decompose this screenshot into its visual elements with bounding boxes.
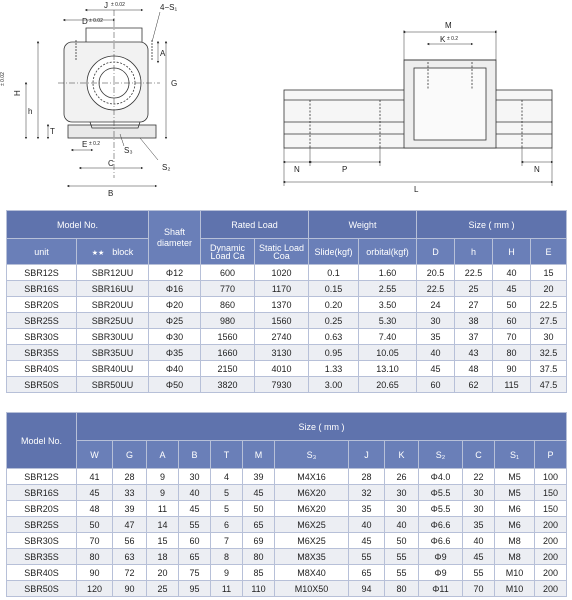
label-c: C — [108, 159, 114, 168]
table-cell: 3.00 — [309, 377, 359, 393]
table-cell: 48 — [455, 361, 493, 377]
table-cell: 45 — [77, 485, 113, 501]
table-cell: Φ5.5 — [419, 501, 463, 517]
table-cell: 45 — [417, 361, 455, 377]
table-cell: 90 — [113, 581, 147, 597]
table-cell: 0.15 — [309, 281, 359, 297]
table-cell: 37 — [455, 329, 493, 345]
table-cell: 5.30 — [359, 313, 417, 329]
table-cell: 14 — [147, 517, 179, 533]
table-cell: M6 — [495, 501, 535, 517]
spec-table-load-size — [6, 210, 567, 393]
table-cell: SBR40UU — [77, 361, 149, 377]
table-cell: 69 — [243, 533, 275, 549]
label-s3: S₃ — [124, 146, 133, 155]
table-cell: 60 — [417, 377, 455, 393]
table-cell: SBR35UU — [77, 345, 149, 361]
table-cell: M10X50 — [275, 581, 349, 597]
table-cell: Φ25 — [149, 313, 201, 329]
table-cell: Φ11 — [419, 581, 463, 597]
table-cell: 9 — [211, 565, 243, 581]
table-cell: 45 — [179, 501, 211, 517]
table-cell: SBR12S — [7, 469, 77, 485]
table-row — [7, 361, 567, 377]
table-row — [7, 549, 567, 565]
table-cell: 25 — [455, 281, 493, 297]
table-cell: M10 — [495, 565, 535, 581]
table-cell: 770 — [201, 281, 255, 297]
table-cell: 860 — [201, 297, 255, 313]
column-header: C — [463, 441, 495, 469]
column-header: S₂ — [419, 441, 463, 469]
table-cell: 7 — [211, 533, 243, 549]
table-cell: 6 — [211, 517, 243, 533]
technical-drawing — [0, 0, 572, 200]
column-header: W — [77, 441, 113, 469]
table-cell: 1560 — [255, 313, 309, 329]
spec-table-dimensions — [6, 412, 567, 597]
table-cell: 55 — [179, 517, 211, 533]
table-cell: Φ20 — [149, 297, 201, 313]
table-cell: 35 — [417, 329, 455, 345]
table-cell: 0.20 — [309, 297, 359, 313]
column-header: S₃ — [275, 441, 349, 469]
column-header: S₁ — [495, 441, 535, 469]
table-cell: SBR16UU — [77, 281, 149, 297]
side-view — [284, 30, 552, 186]
table-cell: 15 — [147, 533, 179, 549]
table-cell: 1.33 — [309, 361, 359, 377]
table-cell: SBR16S — [7, 281, 77, 297]
label-j-tol: ± 0.02 — [111, 2, 125, 8]
table-cell: 24 — [417, 297, 455, 313]
table-cell: 20.5 — [417, 265, 455, 281]
table-cell: 120 — [77, 581, 113, 597]
label-m: M — [445, 21, 452, 30]
table-row — [7, 485, 567, 501]
table-cell: Φ9 — [419, 549, 463, 565]
table-cell: Φ9 — [419, 565, 463, 581]
table-cell: 70 — [77, 533, 113, 549]
table2-column-headers — [7, 441, 567, 469]
table-cell: 45 — [349, 533, 385, 549]
table-cell: 200 — [535, 565, 567, 581]
table-cell: M5 — [495, 469, 535, 485]
table-cell: 80 — [243, 549, 275, 565]
table-cell: 1560 — [201, 329, 255, 345]
table-cell: Φ12 — [149, 265, 201, 281]
table-cell: M8 — [495, 533, 535, 549]
table-cell: 3820 — [201, 377, 255, 393]
table-cell: 27 — [455, 297, 493, 313]
table-cell: 0.95 — [309, 345, 359, 361]
label-h-upper-tol: ± 0.02 — [0, 72, 6, 86]
table-cell: 48 — [77, 501, 113, 517]
table-cell: 30 — [463, 485, 495, 501]
table-cell: 70 — [493, 329, 531, 345]
column-header: B — [179, 441, 211, 469]
table-cell: 11 — [211, 581, 243, 597]
table-cell: 65 — [349, 565, 385, 581]
table-cell: 30 — [531, 329, 567, 345]
table-cell: 4 — [211, 469, 243, 485]
table-cell: 33 — [113, 485, 147, 501]
table-cell: SBR12UU — [77, 265, 149, 281]
table-cell: 20.65 — [359, 377, 417, 393]
table-cell: 0.25 — [309, 313, 359, 329]
table-cell: 25 — [147, 581, 179, 597]
label-l: L — [414, 185, 419, 194]
table-cell: 40 — [417, 345, 455, 361]
table-cell: 5 — [211, 485, 243, 501]
table-cell: 9 — [147, 469, 179, 485]
table-cell: 22.5 — [455, 265, 493, 281]
table-cell: M8X35 — [275, 549, 349, 565]
table-cell: M6X25 — [275, 517, 349, 533]
label-b: B — [108, 189, 114, 198]
drawing-svg — [0, 0, 572, 200]
column-header: G — [113, 441, 147, 469]
table-cell: 2740 — [255, 329, 309, 345]
table-row — [7, 581, 567, 597]
label-d-tol: ± 0.02 — [89, 18, 103, 24]
table-cell: Φ40 — [149, 361, 201, 377]
table-cell: 47 — [113, 517, 147, 533]
table-cell: 22.5 — [417, 281, 455, 297]
table-cell: 1370 — [255, 297, 309, 313]
table-cell: 30 — [417, 313, 455, 329]
table-cell: 20 — [147, 565, 179, 581]
table-cell: 3.50 — [359, 297, 417, 313]
table-cell: SBR50S — [7, 377, 77, 393]
table-cell: SBR35S — [7, 549, 77, 565]
table-cell: 8 — [211, 549, 243, 565]
table-cell: 55 — [463, 565, 495, 581]
table-row — [7, 533, 567, 549]
column-header: A — [147, 441, 179, 469]
table-cell: 43 — [455, 345, 493, 361]
table-cell: 3130 — [255, 345, 309, 361]
label-n-left: N — [294, 165, 300, 174]
table-cell: 37.5 — [531, 361, 567, 377]
header-e: E — [531, 239, 567, 265]
header-orbital: orbital(kgf) — [359, 239, 417, 265]
table-cell: 18 — [147, 549, 179, 565]
support-rail — [68, 125, 156, 138]
table-cell: 94 — [349, 581, 385, 597]
table-cell: 80 — [77, 549, 113, 565]
header-static-load: Static Load Coa — [255, 239, 309, 265]
table-cell: SBR50UU — [77, 377, 149, 393]
table-cell: 9 — [147, 485, 179, 501]
table-cell: 40 — [385, 517, 419, 533]
label-d: D — [82, 17, 88, 26]
header-dynamic-load: Dynamic Load Ca — [201, 239, 255, 265]
column-header: M — [243, 441, 275, 469]
table-cell: 30 — [179, 469, 211, 485]
table-cell: 1020 — [255, 265, 309, 281]
table-cell: SBR20S — [7, 501, 77, 517]
table-cell: 22 — [463, 469, 495, 485]
table-cell: SBR30UU — [77, 329, 149, 345]
table-row — [7, 377, 567, 393]
table-cell: 20 — [531, 281, 567, 297]
label-p: P — [342, 165, 348, 174]
table2-body — [7, 469, 567, 597]
table-cell: 0.63 — [309, 329, 359, 345]
table-cell: 75 — [179, 565, 211, 581]
table-cell: 72 — [113, 565, 147, 581]
table-cell: 13.10 — [359, 361, 417, 377]
column-header: T — [211, 441, 243, 469]
table-cell: 80 — [493, 345, 531, 361]
table-cell: M6X20 — [275, 501, 349, 517]
table-cell: SBR35S — [7, 345, 77, 361]
table1-body — [7, 265, 567, 393]
table-cell: M4X16 — [275, 469, 349, 485]
table-cell: 50 — [493, 297, 531, 313]
table-cell: SBR40S — [7, 361, 77, 377]
table-cell: 7930 — [255, 377, 309, 393]
table-cell: 27.5 — [531, 313, 567, 329]
table-cell: 40 — [493, 265, 531, 281]
header2-size: Size ( mm ) — [77, 413, 567, 441]
table-row — [7, 265, 567, 281]
table-cell: 47.5 — [531, 377, 567, 393]
header-block-label: block — [112, 246, 134, 257]
column-header: J — [349, 441, 385, 469]
table-row — [7, 329, 567, 345]
table-cell: 50 — [77, 517, 113, 533]
table-cell: 30 — [463, 501, 495, 517]
table-cell: 60 — [179, 533, 211, 549]
label-k-tol: ± 0.2 — [447, 36, 459, 42]
table-cell: 35 — [349, 501, 385, 517]
table-row — [7, 345, 567, 361]
table-cell: 55 — [385, 565, 419, 581]
table-cell: SBR20S — [7, 297, 77, 313]
table-cell: 40 — [349, 517, 385, 533]
table-cell: M5 — [495, 485, 535, 501]
table-cell: 90 — [77, 565, 113, 581]
label-h-upper: H — [13, 90, 22, 96]
table-cell: 55 — [349, 549, 385, 565]
table-cell: 39 — [243, 469, 275, 485]
table-cell: 115 — [493, 377, 531, 393]
table-cell: 0.1 — [309, 265, 359, 281]
table-cell: 39 — [113, 501, 147, 517]
table-cell: 45 — [243, 485, 275, 501]
header-block — [77, 239, 149, 265]
header-weight: Weight — [309, 211, 417, 239]
table-row — [7, 313, 567, 329]
table-cell: 30 — [385, 485, 419, 501]
table-cell: SBR25UU — [77, 313, 149, 329]
table-cell: 10.05 — [359, 345, 417, 361]
label-n-right: N — [534, 165, 540, 174]
table-cell: 110 — [243, 581, 275, 597]
label-e-tol: ± 0.2 — [89, 141, 101, 147]
label-t: T — [50, 127, 55, 136]
table-cell: Φ16 — [149, 281, 201, 297]
table-cell: 80 — [385, 581, 419, 597]
table-cell: 65 — [243, 517, 275, 533]
header-shaft-diameter: Shaft diameter — [149, 211, 201, 265]
label-j: J — [104, 1, 108, 10]
table-cell: 5 — [211, 501, 243, 517]
label-s1: 4−S₁ — [160, 3, 178, 12]
header-slide: Slide(kgf) — [309, 239, 359, 265]
table-cell: 32.5 — [531, 345, 567, 361]
label-g: G — [171, 79, 178, 88]
table-cell: M8X40 — [275, 565, 349, 581]
table-cell: 55 — [385, 549, 419, 565]
table-cell: Φ6.6 — [419, 533, 463, 549]
table-cell: SBR30S — [7, 329, 77, 345]
table-cell: 65 — [179, 549, 211, 565]
table-cell: M6 — [495, 517, 535, 533]
table-cell: 63 — [113, 549, 147, 565]
table-cell: 38 — [455, 313, 493, 329]
label-a: A — [160, 49, 166, 58]
table-cell: 1170 — [255, 281, 309, 297]
table-cell: 45 — [493, 281, 531, 297]
table-cell: 980 — [201, 313, 255, 329]
table-cell: 40 — [463, 533, 495, 549]
table-cell: Φ6.6 — [419, 517, 463, 533]
label-k: K — [440, 35, 446, 44]
table-cell: SBR25S — [7, 313, 77, 329]
table-cell: 90 — [493, 361, 531, 377]
table-cell: Φ35 — [149, 345, 201, 361]
table-cell: 4010 — [255, 361, 309, 377]
table-cell: SBR12S — [7, 265, 77, 281]
table-cell: 11 — [147, 501, 179, 517]
header-model-no: Model No. — [7, 211, 149, 239]
header-h-upper: H — [493, 239, 531, 265]
table-cell: Φ5.5 — [419, 485, 463, 501]
table-cell: M8 — [495, 549, 535, 565]
table-cell: SBR50S — [7, 581, 77, 597]
table-cell: M6X20 — [275, 485, 349, 501]
table-cell: 62 — [455, 377, 493, 393]
table-cell: 95 — [179, 581, 211, 597]
front-view — [26, 10, 166, 186]
table-cell: 45 — [463, 549, 495, 565]
table-cell: SBR25S — [7, 517, 77, 533]
table-cell: 150 — [535, 501, 567, 517]
table-cell: Φ4.0 — [419, 469, 463, 485]
header-rated-load: Rated Load — [201, 211, 309, 239]
table-cell: 40 — [179, 485, 211, 501]
table-cell: 1.60 — [359, 265, 417, 281]
label-e: E — [82, 140, 88, 149]
header-unit: unit — [7, 239, 77, 265]
table-cell: 15 — [531, 265, 567, 281]
column-header: K — [385, 441, 419, 469]
header-h-lower: h — [455, 239, 493, 265]
table-cell: 200 — [535, 549, 567, 565]
header-size: Size ( mm ) — [417, 211, 567, 239]
table-cell: 60 — [493, 313, 531, 329]
table-cell: 28 — [113, 469, 147, 485]
table-cell: 32 — [349, 485, 385, 501]
table-row — [7, 501, 567, 517]
table-cell: 200 — [535, 533, 567, 549]
table-cell: Φ30 — [149, 329, 201, 345]
table-cell: 2.55 — [359, 281, 417, 297]
table-cell: 70 — [463, 581, 495, 597]
header-d: D — [417, 239, 455, 265]
table-cell: 85 — [243, 565, 275, 581]
table-cell: 7.40 — [359, 329, 417, 345]
table-cell: 50 — [243, 501, 275, 517]
table-cell: SBR16S — [7, 485, 77, 501]
table-cell: M10 — [495, 581, 535, 597]
table-cell: 22.5 — [531, 297, 567, 313]
table-row — [7, 297, 567, 313]
label-s2: S₂ — [162, 163, 171, 172]
table-row — [7, 565, 567, 581]
table-cell: 1660 — [201, 345, 255, 361]
table-cell: Φ50 — [149, 377, 201, 393]
table-row — [7, 517, 567, 533]
table-cell: 35 — [463, 517, 495, 533]
table-row — [7, 281, 567, 297]
header2-model-no: Model No. — [7, 413, 77, 469]
table-cell: 41 — [77, 469, 113, 485]
column-header: P — [535, 441, 567, 469]
label-h: h — [28, 107, 33, 116]
table-cell: 30 — [385, 501, 419, 517]
table-cell: M6X25 — [275, 533, 349, 549]
table-cell: 56 — [113, 533, 147, 549]
header-stars: ★★ — [91, 249, 105, 257]
table-cell: 28 — [349, 469, 385, 485]
table-cell: 50 — [385, 533, 419, 549]
table-cell: 2150 — [201, 361, 255, 377]
table-cell: 150 — [535, 485, 567, 501]
table-cell: 200 — [535, 517, 567, 533]
table-cell: 100 — [535, 469, 567, 485]
table-cell: SBR40S — [7, 565, 77, 581]
table-cell: 200 — [535, 581, 567, 597]
table-row — [7, 469, 567, 485]
table-cell: SBR30S — [7, 533, 77, 549]
table-cell: 600 — [201, 265, 255, 281]
table-cell: 26 — [385, 469, 419, 485]
table-cell: SBR20UU — [77, 297, 149, 313]
